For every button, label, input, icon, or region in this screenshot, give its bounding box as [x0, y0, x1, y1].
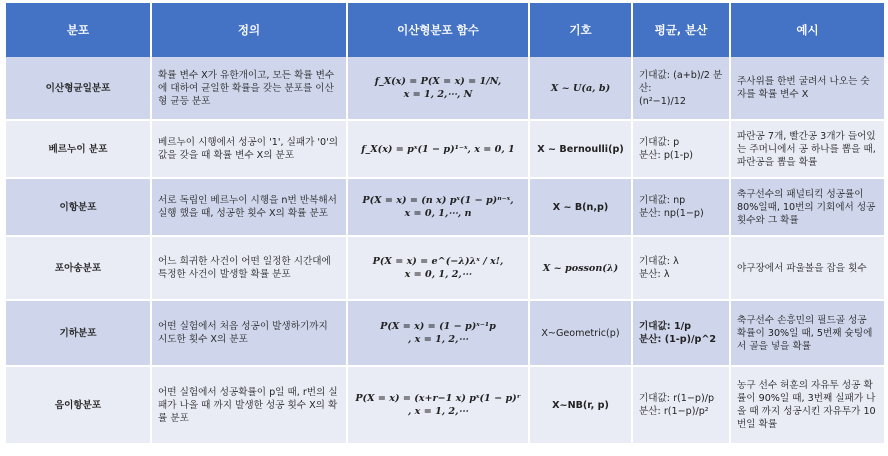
- distribution-example: 농구 선수 허훈의 자유투 성공 확률이 90%일 때, 3번째 실패가 나올 때 까지 성공시킨 자유투가 10번일 확률: [731, 367, 884, 445]
- formula-line: , x = 1, 2,⋯: [407, 334, 469, 345]
- mean-line: 기대값: np: [639, 195, 686, 206]
- distribution-name: 이항분포: [6, 179, 152, 237]
- header-symbol: 기호: [530, 3, 633, 57]
- header-example: 예시: [731, 3, 884, 57]
- variance-line: (n²−1)/12: [639, 95, 686, 107]
- header-definition: 정의: [152, 3, 348, 57]
- formula-line: P(X = x) = e^(−λ)λˣ / x!,: [372, 256, 504, 267]
- distribution-definition: 어떤 실험에서 성공확률이 p일 때, r번의 실패가 나올 때 까지 발생한 성공 횟수 X의 확률 분포: [152, 367, 348, 445]
- table-row: [6, 301, 884, 367]
- header-distribution: 분포: [6, 3, 152, 57]
- variance-line: 분산: r(1−p)/p²: [639, 406, 709, 417]
- variance-line: 분산: p(1-p): [639, 150, 694, 161]
- distribution-symbol: X ~ B(n,p): [530, 179, 633, 237]
- distribution-example: 파란공 7개, 빨간공 3개가 들어있는 주머니에서 공 하나를 뽑을 때, 파란공을 뽑을 확률: [731, 121, 884, 179]
- mean-line: 기대값: (a+b)/2 분산:: [639, 69, 723, 94]
- distribution-definition: 어느 희귀한 사건이 어떤 일정한 시간대에 특정한 사건이 발생할 확률 분포: [152, 237, 348, 301]
- distribution-formula: [348, 57, 530, 121]
- formula-line: x = 1, 2,⋯, N: [403, 89, 473, 100]
- distribution-symbol: X~Geometric(p): [530, 301, 633, 367]
- formula-line: f_X(x) = P(X = x) = 1/N,: [374, 76, 502, 87]
- distribution-table: [6, 3, 884, 445]
- distribution-definition: 어떤 실험에서 처음 성공이 발생하기까지 시도한 횟수 X의 분포: [152, 301, 348, 367]
- table-header-row: [6, 3, 884, 57]
- distribution-formula: [348, 179, 530, 237]
- table-row: [6, 367, 884, 445]
- distribution-name: 포아송분포: [6, 237, 152, 301]
- mean-line: 기대값: r(1−p)/p: [639, 393, 715, 404]
- table-row: [6, 179, 884, 237]
- header-mean-variance: 평균, 분산: [633, 3, 731, 57]
- distribution-example: 축구선수의 패널티킥 성공률이 80%일때, 10번의 기회에서 성공횟수와 그 확률: [731, 179, 884, 237]
- distribution-formula: [348, 301, 530, 367]
- distribution-example: 주사위를 한번 굴려서 나오는 숫자를 확률 변수 X: [731, 57, 884, 121]
- formula-line: P(X = x) = (x+r−1 x) pˣ(1 − p)ʳ: [355, 393, 521, 404]
- table-row: [6, 57, 884, 121]
- distribution-name: 이산형균일분포: [6, 57, 152, 121]
- distribution-name: 기하분포: [6, 301, 152, 367]
- formula-line: f_X(x) = pˣ(1 − p)¹⁻ˣ, x = 0, 1: [361, 143, 515, 155]
- distribution-formula: [348, 237, 530, 301]
- distribution-name: 음이항분포: [6, 367, 152, 445]
- mean-variance: [633, 367, 731, 445]
- distribution-table-container: [6, 3, 884, 453]
- formula-line: x = 0, 1, 2,⋯: [404, 269, 472, 280]
- distribution-symbol: X ~ posson(λ): [530, 237, 633, 301]
- mean-line: 기대값: 1/p: [639, 321, 692, 332]
- distribution-definition: 서로 독립인 베르누이 시행을 n번 반복해서 실행 했을 때, 성공한 횟수 X의 확률 분포: [152, 179, 348, 237]
- mean-variance: [633, 179, 731, 237]
- mean-line: 기대값: p: [639, 137, 680, 148]
- table-row: [6, 237, 884, 301]
- formula-line: x = 0, 1,⋯, n: [404, 208, 472, 219]
- variance-line: 분산: (1-p)/p^2: [639, 334, 717, 345]
- distribution-symbol: X ~ Bernoulli(p): [530, 121, 633, 179]
- distribution-definition: 베르누이 시행에서 성공이 '1', 실패가 '0'의 값을 갖을 때 확률 변수 X의 분포: [152, 121, 348, 179]
- mean-line: 기대값: λ: [639, 256, 679, 267]
- distribution-example: 야구장에서 파울볼을 잡을 횟수: [731, 237, 884, 301]
- distribution-example: 축구선수 손흥민의 필드골 성공 확률이 30%일 때, 5번째 슛팅에서 골을 넣을 확률: [731, 301, 884, 367]
- variance-line: 분산: np(1−p): [639, 208, 704, 219]
- mean-variance: [633, 57, 731, 121]
- table-row: [6, 121, 884, 179]
- distribution-formula: [348, 121, 530, 179]
- formula-line: P(X = x) = (n x) pˣ(1 − p)ⁿ⁻ˣ,: [362, 195, 514, 206]
- distribution-formula: [348, 367, 530, 445]
- distribution-definition: 확률 변수 X가 유한개이고, 모든 확률 변수에 대하여 균일한 확률을 갖는 분포를 이산형 균등 분포: [152, 57, 348, 121]
- distribution-symbol: X ~ U(a, b): [530, 57, 633, 121]
- mean-variance: [633, 237, 731, 301]
- formula-line: P(X = x) = (1 − p)ˣ⁻¹p: [380, 321, 496, 332]
- distribution-name: 베르누이 분포: [6, 121, 152, 179]
- mean-variance: [633, 121, 731, 179]
- formula-line: , x = 1, 2,⋯: [407, 406, 469, 417]
- header-function: 이산형분포 함수: [348, 3, 530, 57]
- variance-line: 분산: λ: [639, 269, 670, 280]
- mean-variance: [633, 301, 731, 367]
- distribution-symbol: X~NB(r, p): [530, 367, 633, 445]
